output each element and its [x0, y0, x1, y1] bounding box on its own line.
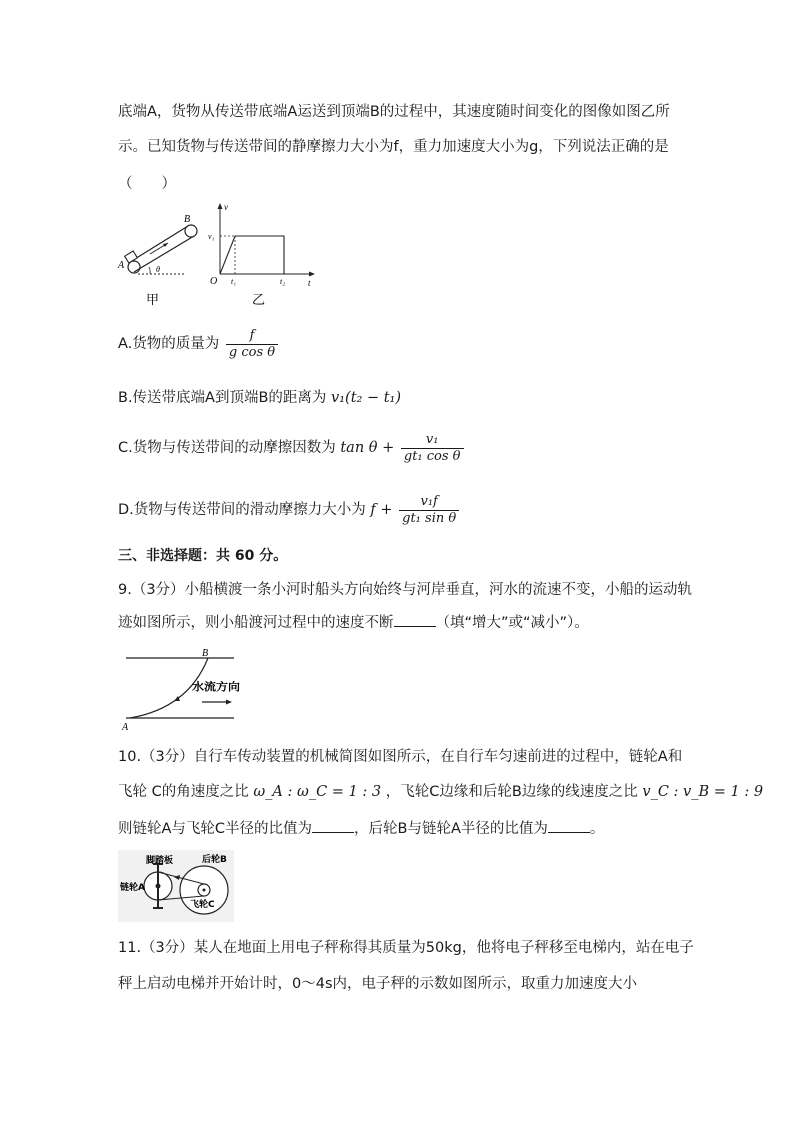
caption-yi: 乙: [252, 293, 266, 308]
q10-line-3: [118, 818, 604, 839]
option-c-prefix: tan θ +: [340, 440, 395, 456]
pedal-label: 脚踏板: [146, 856, 174, 866]
q9-answer-blank[interactable]: [394, 612, 436, 627]
river-label-B: B: [202, 648, 209, 659]
v1-label: v₁: [208, 232, 215, 241]
q9-line-1: 9.（3分）小船横渡一条小河时船头方向始终与河岸垂直，河水的流速不变，小船的运动轨: [118, 582, 693, 598]
option-d: [118, 492, 461, 528]
q10-line-3b: ，后轮B与链轮A半径的比值为: [354, 821, 548, 837]
river-label-A: A: [122, 722, 129, 732]
option-d-numerator: v₁f: [420, 493, 438, 509]
label-theta: θ: [156, 265, 160, 274]
t1-label: t₁: [231, 277, 237, 286]
option-b-text: B.传送带底端A到顶端B的距离为: [118, 390, 327, 406]
conveyor-belt-figure: [116, 212, 206, 307]
q10-line-3c: 。: [589, 821, 605, 837]
bicycle-transmission-figure: [118, 850, 234, 922]
q9-line-2a: 迹如图所示，则小船渡河过程中的速度不断: [118, 615, 394, 631]
intro-line-1: 底端A，货物从传送带底端A运送到顶端B的过程中，其速度随时间变化的图像如图乙所: [118, 104, 670, 120]
option-a-denominator: g cos θ: [226, 344, 278, 361]
option-d-denominator: gt₁ sin θ: [399, 510, 459, 527]
q9-line-2: [118, 612, 589, 633]
top-roller: [185, 225, 197, 237]
option-a-fraction: [226, 328, 278, 361]
option-d-prefix: f +: [370, 502, 393, 518]
option-d-fraction: [399, 494, 459, 527]
axis-t-label: t: [308, 278, 311, 288]
chain-wheel-label: 链轮A: [120, 883, 145, 893]
option-c-numerator: v₁: [425, 431, 439, 447]
q10-line-1: 10.（3分）自行车传动装置的机械简图如图所示，在自行车匀速前进的过程中，链轮A和: [118, 749, 683, 765]
label-B: B: [184, 214, 191, 225]
origin-label: O: [210, 276, 218, 287]
q10-line-2a: 飞轮 C的角速度之比: [118, 784, 249, 800]
t2-label: t₂: [280, 277, 286, 286]
option-a-text: A.货物的质量为: [118, 336, 220, 352]
caption-jia: 甲: [146, 293, 160, 307]
option-b: [118, 388, 401, 408]
intro-line-2: 示。已知货物与传送带间的静摩擦力大小为f，重力加速度大小为g，下列说法正确的是: [118, 139, 669, 155]
axis-v-label: v: [224, 202, 228, 212]
option-a: [118, 326, 280, 362]
q10-line-2b: ，飞轮C边缘和后轮B边缘的线速度之比: [385, 784, 638, 800]
velocity-curve: [220, 236, 284, 274]
option-d-text: D.货物与传送带间的滑动摩擦力大小为: [118, 502, 366, 518]
q10-answer-blank-2[interactable]: [548, 818, 590, 833]
option-c: [118, 430, 466, 466]
q10-line-3a: 则链轮A与飞轮C半径的比值为: [118, 821, 313, 837]
option-b-expression: v₁(t₂ − t₁): [331, 390, 402, 406]
velocity-time-graph: [208, 200, 320, 308]
q9-line-2b: （填“增大”或“减小”）。: [435, 615, 589, 631]
option-c-fraction: [401, 432, 464, 465]
q11-line-2: 秤上启动电梯并开始计时，0～4s内，电子秤的示数如图所示，取重力加速度大小: [118, 976, 638, 992]
label-A: A: [118, 260, 125, 271]
flow-direction-label: 水流方向: [192, 681, 234, 693]
river-crossing-figure: [118, 646, 244, 732]
option-a-numerator: f: [249, 327, 255, 343]
answer-paren: （ ）: [118, 176, 176, 192]
q10-answer-blank-1[interactable]: [312, 818, 354, 833]
option-c-denominator: gt₁ cos θ: [401, 448, 464, 465]
fly-wheel-label: 飞轮C: [190, 900, 215, 910]
section-three-title: 三、非选择题：共 60 分。: [118, 548, 288, 564]
option-c-text: C.货物与传送带间的动摩擦因数为: [118, 440, 336, 456]
q10-ratio-omega: ω_A : ω_C = 1 : 3: [253, 784, 382, 800]
rear-wheel-label: 后轮B: [202, 855, 227, 865]
q10-line-2: [118, 782, 763, 802]
q10-ratio-velocity: v_C : v_B = 1 : 9: [642, 784, 764, 800]
q11-line-1: 11.（3分）某人在地面上用电子秤称得其质量为50kg，他将电子秤移至电梯内，站在电子: [118, 940, 694, 956]
